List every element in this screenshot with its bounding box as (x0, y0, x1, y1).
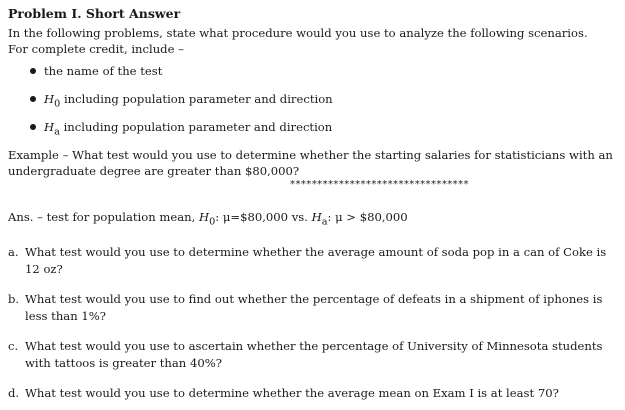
requirement-item (30, 91, 620, 119)
star-divider: ********************************* (289, 179, 469, 190)
question-letter: d. (8, 386, 20, 401)
question-text: What test would you use to determine whether the average amount of soda pop in a can of Coke is 12 oz? (25, 245, 607, 277)
example-answer (8, 209, 620, 230)
alt-hypothesis-symbol: H (311, 210, 322, 224)
question-item (8, 338, 620, 372)
requirement-item (30, 119, 620, 147)
null-hypothesis-symbol: H (198, 210, 210, 224)
question-text: What test would you use to find out whether the percentage of defeats in a shipment of iphones is less than 1%? (25, 292, 603, 324)
question-item (8, 244, 620, 278)
alt-hypothesis-subscript: a (321, 216, 328, 228)
intro-line-1: In the following problems, state what procedure would you use to analyze the following scenarios. (8, 26, 588, 40)
hypothesis-symbol: H (44, 120, 55, 134)
question-text: What test would you use to ascertain whether the percentage of University of Minnesota students with tattoos is greater than 40%? (25, 339, 603, 371)
example-paragraph (8, 147, 620, 179)
intro-line-2: For complete credit, include – (8, 42, 184, 56)
problem-title: Problem I. Short Answer (8, 6, 181, 21)
document-page (8, 5, 620, 402)
example-line-2: undergraduate degree are greater than $80,000? (8, 164, 300, 178)
example-line-1: Example – What test would you use to determine whether the starting salaries for statisticians with an (8, 148, 613, 162)
alt-hypothesis-text: : μ > $80,000 (327, 210, 408, 224)
question-item (8, 385, 620, 402)
question-item (8, 291, 620, 325)
hypothesis-subscript: 0 (54, 98, 61, 110)
question-letter: a. (8, 245, 19, 260)
question-text: What test would you use to determine whether the average mean on Exam I is at least 70? (25, 386, 559, 401)
question-letter: b. (8, 292, 20, 307)
null-hypothesis-text: : μ=$80,000 vs. (215, 210, 312, 224)
requirement-item (30, 63, 620, 91)
problem-intro (8, 25, 620, 57)
requirements-list (8, 63, 620, 147)
requirement-text: including population parameter and direction (60, 92, 333, 106)
question-list (8, 244, 620, 402)
requirement-text: including population parameter and direction (59, 120, 333, 134)
requirement-text: the name of the test (44, 64, 163, 78)
bullet-dot-icon (30, 68, 36, 74)
answer-lead: Ans. – test for population mean, (8, 210, 199, 224)
hypothesis-symbol: H (44, 92, 55, 106)
bullet-dot-icon (30, 96, 36, 102)
bullet-dot-icon (30, 124, 36, 130)
question-letter: c. (8, 339, 19, 354)
hypothesis-subscript: a (54, 126, 60, 138)
null-hypothesis-subscript: 0 (209, 216, 216, 228)
